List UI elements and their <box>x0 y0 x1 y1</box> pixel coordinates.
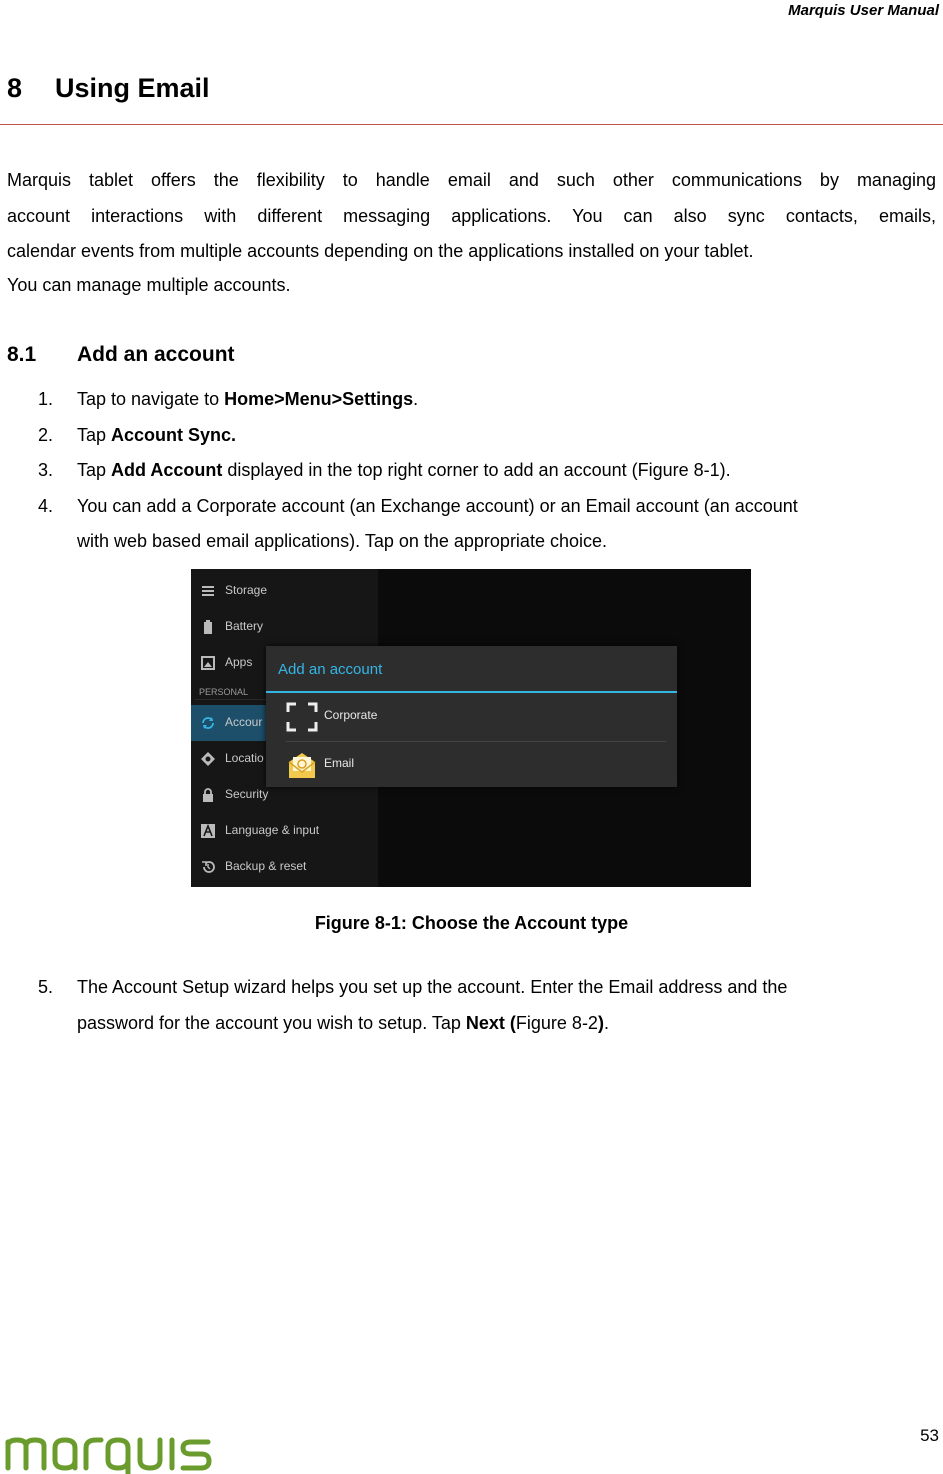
step-number: 1. <box>38 389 54 409</box>
step-text: Tap to navigate to <box>77 389 225 409</box>
page-number: 53 <box>920 1426 939 1445</box>
step-bold: Home>Menu>Settings <box>224 389 414 409</box>
sidebar-item-label: Battery <box>225 619 264 633</box>
corporate-icon <box>286 702 318 732</box>
intro-line-1: Marquis tablet offers the flexibility to handle email and such other communications by managing <box>7 170 936 190</box>
step-text: You can add a Corporate account (an Exchange account) or an Email account (an account <box>77 495 798 516</box>
subsection-number: 8.1 <box>7 343 37 366</box>
intro-line-2: account interactions with different messaging applications. You can also sync contacts, emails, <box>7 205 936 226</box>
intro-paragraph <box>7 163 936 270</box>
list-item <box>38 970 918 1041</box>
sidebar-item-battery[interactable] <box>191 609 378 645</box>
step-text-part: . <box>603 1012 609 1033</box>
step-text: with web based email applications). Tap on the appropriate choice. <box>77 531 607 551</box>
section-title: Using Email <box>55 73 210 103</box>
step-bold: ) <box>597 1012 604 1033</box>
step-text-part: Figure 8-2 <box>515 1012 598 1033</box>
sync-icon <box>201 716 215 730</box>
email-icon <box>286 750 318 780</box>
step-text-part: password for the account you wish to setup. Tap <box>77 1012 466 1033</box>
corporate-option[interactable] <box>266 694 677 740</box>
battery-icon <box>201 620 215 634</box>
step-text: Tap <box>77 460 112 480</box>
location-icon <box>201 752 215 766</box>
sidebar-section-header: PERSONAL <box>199 687 249 697</box>
sidebar-item-label: Accour <box>225 715 263 729</box>
figure-caption: Figure 8-1: Choose the Account type <box>314 913 629 933</box>
step-text: Tap <box>77 424 112 445</box>
step-number: 2. <box>38 424 54 445</box>
steps-list-continued <box>38 970 918 1041</box>
step-text: displayed in the top right corner to add an account (Figure 8-1). <box>222 460 731 480</box>
subsection-heading <box>7 343 235 367</box>
step-text <box>77 1006 918 1042</box>
step-number: 4. <box>38 495 54 516</box>
heading-rule <box>0 124 943 125</box>
step-bold: Add Account <box>111 460 223 480</box>
dialog-title-underline <box>266 691 677 693</box>
apps-icon <box>201 656 215 670</box>
add-account-dialog <box>266 646 677 787</box>
step-text: . <box>413 389 419 409</box>
intro-line-3: calendar events from multiple accounts depending on the applications installed on your tablet. <box>7 241 754 261</box>
dialog-title: Add an account <box>278 661 383 678</box>
intro-line-4: You can manage multiple accounts. <box>7 275 291 295</box>
backup-icon <box>201 860 215 874</box>
email-option[interactable] <box>266 742 677 788</box>
steps-list <box>38 382 918 560</box>
list-item <box>38 382 918 418</box>
storage-icon <box>201 584 215 598</box>
step-bold: Next ( <box>465 1012 516 1033</box>
section-number: 8 <box>7 73 23 103</box>
sidebar-item-label: Backup & reset <box>225 859 307 873</box>
step-bold: Account Sync. <box>111 424 237 445</box>
lock-icon <box>201 788 215 802</box>
screenshot-figure <box>191 569 751 887</box>
sidebar-item-label: Language & input <box>225 823 320 837</box>
sidebar-item-label: Locatio <box>225 751 264 765</box>
subsection-title: Add an account <box>77 343 235 366</box>
sidebar-item-language[interactable] <box>191 813 378 849</box>
sidebar-item-storage[interactable] <box>191 573 378 609</box>
sidebar-item-label: Apps <box>225 655 253 669</box>
section-heading <box>7 73 210 104</box>
list-item <box>38 418 918 454</box>
list-item <box>38 489 918 560</box>
sidebar-item-backup[interactable] <box>191 849 378 885</box>
running-header: Marquis User Manual <box>788 2 939 19</box>
step-text: The Account Setup wizard helps you set up the account. Enter the Email address and the <box>77 977 788 997</box>
option-label: Corporate <box>324 708 378 722</box>
list-item <box>38 453 918 489</box>
step-number: 5. <box>38 977 54 997</box>
sidebar-item-label: Storage <box>225 583 268 597</box>
language-icon <box>201 824 215 838</box>
marquis-logo <box>3 1430 273 1474</box>
sidebar-item-label: Security <box>225 787 269 801</box>
step-number: 3. <box>38 460 54 480</box>
option-label: Email <box>324 756 355 770</box>
